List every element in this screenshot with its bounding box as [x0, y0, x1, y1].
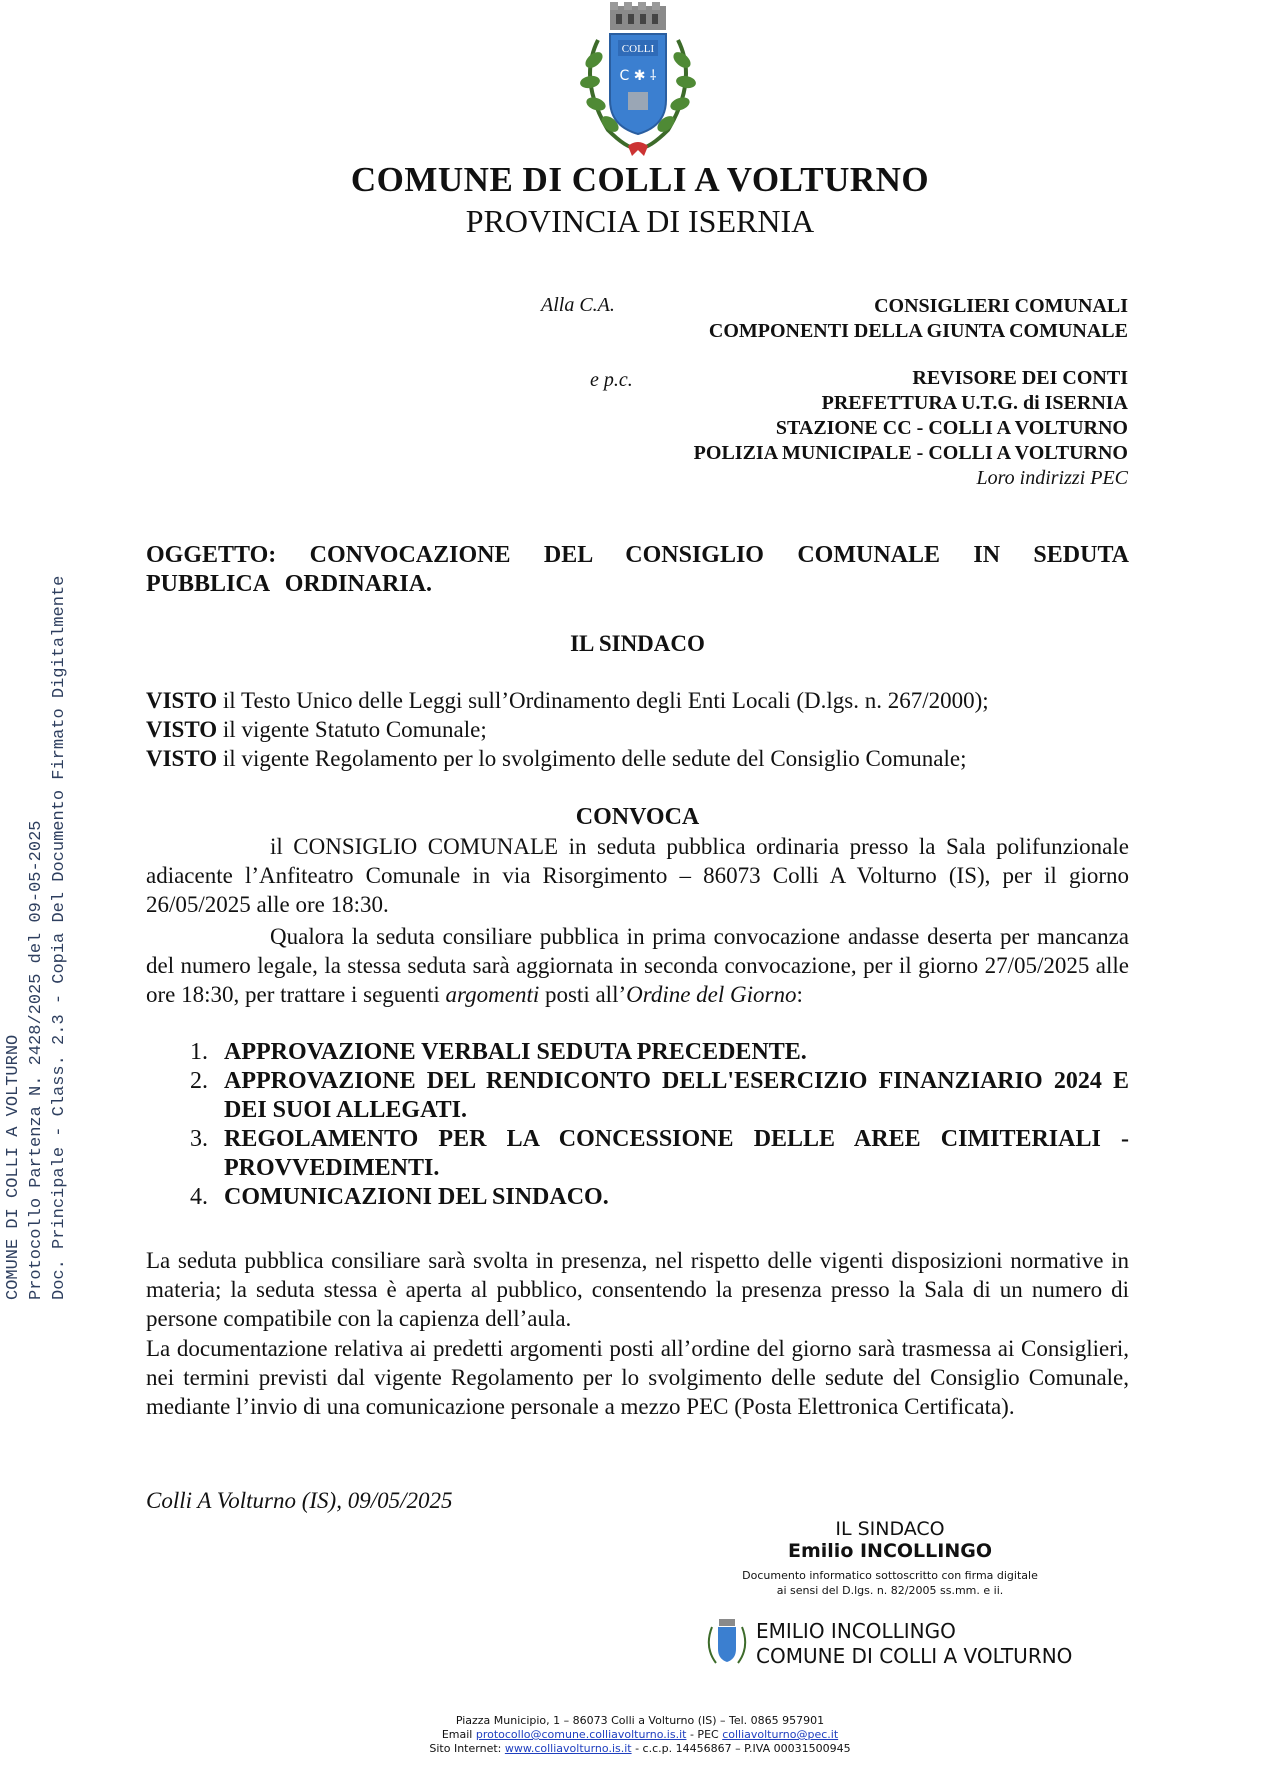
agenda-list — [146, 1038, 1129, 1212]
visto-line: VISTO il vigente Regolamento per lo svolgimento delle sedute del Consiglio Comunale; — [146, 746, 967, 771]
place-date: Colli A Volturno (IS), 09/05/2025 — [146, 1488, 453, 1513]
list-item: 4. COMUNICAZIONI DEL SINDACO. — [190, 1184, 609, 1210]
list-item: 2. APPROVAZIONE DEL RENDICONTO DELL'ESERCIZIO FINANZIARIO 2024 E DEI SUOI ALLEGATI. — [190, 1068, 1129, 1123]
recipient: COMPONENTI DELLA GIUNTA COMUNALE — [708, 320, 1128, 342]
list-item: 3. REGOLAMENTO PER LA CONCESSIONE DELLE AREE CIMITERIALI - PROVVEDIMENTI. — [190, 1126, 1129, 1181]
epc-label: e p.c. — [590, 369, 633, 391]
crest-label: COLLI — [621, 43, 655, 55]
recipient: CONSIGLIERI COMUNALI — [874, 295, 1128, 317]
stamp-line-1: COMUNE DI COLLI A VOLTURNO — [4, 1034, 23, 1300]
signature-note: ai sensi del D.lgs. n. 82/2005 ss.mm. e ii. — [776, 1584, 1004, 1597]
attendance-paragraph: La seduta pubblica consiliare sarà svolta in presenza, nel rispetto delle vigenti disposizioni normative in materia; la seduta stessa è aperta al pubblico, consentendo la presenza presso la Sala di un numero di persone compatibile con la capienza dell’aula. — [146, 1248, 1129, 1331]
documentation-paragraph: La documentazione relativa ai predetti argomenti posti all’ordine del giorno sarà trasmessa ai Consiglieri, nei termini previsti dal vigente Regolamento per lo svolgimento delle sedute del Consiglio Comunale, mediante l’invio di una comunicazione personale a mezzo PEC (Posta Elettronica Certificata). — [146, 1336, 1129, 1419]
primary-recipients — [709, 294, 1128, 344]
visto-list — [146, 686, 1129, 773]
signature-note: Documento informatico sottoscritto con firma digitale — [742, 1569, 1038, 1582]
municipal-crest-icon — [558, 0, 718, 165]
municipality-title: COMUNE DI COLLI A VOLTURNO — [350, 160, 930, 199]
recipient: REVISORE DEI CONTI — [912, 367, 1128, 389]
svg-text:C ✱ ⸸: C ✱ ⸸ — [619, 68, 657, 84]
alla-label: Alla C.A. — [541, 294, 615, 316]
province-subtitle: PROVINCIA DI ISERNIA — [465, 203, 815, 239]
visto-line: VISTO il Testo Unico delle Leggi sull’Ordinamento degli Enti Locali (D.lgs. n. 267/2000); — [146, 688, 989, 713]
footer — [0, 1714, 1280, 1756]
recipient: POLIZIA MUNICIPALE - COLLI A VOLTURNO — [693, 442, 1128, 464]
second-convocation-paragraph: Qualora la seduta consiliare pubblica in prima convocazione andasse deserta per mancanza del numero legale, la stessa seduta sarà aggiornata in seconda convocazione, per il giorno 27/05/2025 alle ore 18:30, per trattare i seguenti argomenti posti all’Ordine del Giorno: — [146, 924, 1129, 1007]
signature-name: Emilio INCOLLINGO — [788, 1540, 992, 1562]
convoca-heading: CONVOCA — [575, 804, 700, 830]
convocation-paragraph: il CONSIGLIO COMUNALE in seduta pubblica ordinaria presso la Sala polifunzionale adiacente l’Anfiteatro Comunale in via Risorgimento – 86073 Colli A Volturno (IS), per il giorno 26/05/2025 alle ore 18:30. — [146, 834, 1129, 917]
pec-link[interactable]: colliavolturno@pec.it — [722, 1728, 839, 1741]
visto-line: VISTO il vigente Statuto Comunale; — [146, 717, 487, 742]
email-link[interactable]: protocollo@comune.colliavolturno.is.it — [475, 1728, 687, 1741]
recipient: STAZIONE CC - COLLI A VOLTURNO — [775, 417, 1128, 439]
footer-site: Sito Internet: www.colliavolturno.is.it - c.c.p. 14456867 – P.IVA 00031500945 — [429, 1742, 851, 1755]
secondary-recipients — [694, 366, 1128, 491]
stamp-line-2: Protocollo Partenza N. 2428/2025 del 09-05-2025 — [27, 820, 46, 1300]
mini-crest-icon — [702, 1617, 752, 1671]
digital-signature-org: COMUNE DI COLLI A VOLTURNO — [756, 1644, 1073, 1668]
signature-block — [700, 1518, 1080, 1598]
stamp-line-3: Doc. Principale - Class. 2.3 - Copia Del Documento Firmato Digitalmente — [50, 575, 69, 1300]
signature-role: IL SINDACO — [835, 1518, 945, 1540]
footer-contacts: Email protocollo@comune.colliavolturno.is.it - PEC colliavolturno@pec.it — [441, 1728, 839, 1741]
list-item: 1. APPROVAZIONE VERBALI SEDUTA PRECEDENTE. — [190, 1039, 807, 1065]
digital-signature-name: EMILIO INCOLLINGO — [756, 1619, 956, 1643]
sindaco-heading: IL SINDACO — [570, 631, 705, 656]
subject: OGGETTO: CONVOCAZIONE DEL CONSIGLIO COMUNALE IN SEDUTA PUBBLICA ORDINARIA. — [146, 542, 1129, 597]
website-link[interactable]: www.colliavolturno.is.it — [504, 1742, 632, 1755]
digital-signature — [702, 1617, 1122, 1671]
pec-note: Loro indirizzi PEC — [976, 467, 1128, 489]
recipient: PREFETTURA U.T.G. di ISERNIA — [821, 392, 1128, 414]
footer-address: Piazza Municipio, 1 – 86073 Colli a Volturno (IS) – Tel. 0865 957901 — [455, 1714, 825, 1727]
